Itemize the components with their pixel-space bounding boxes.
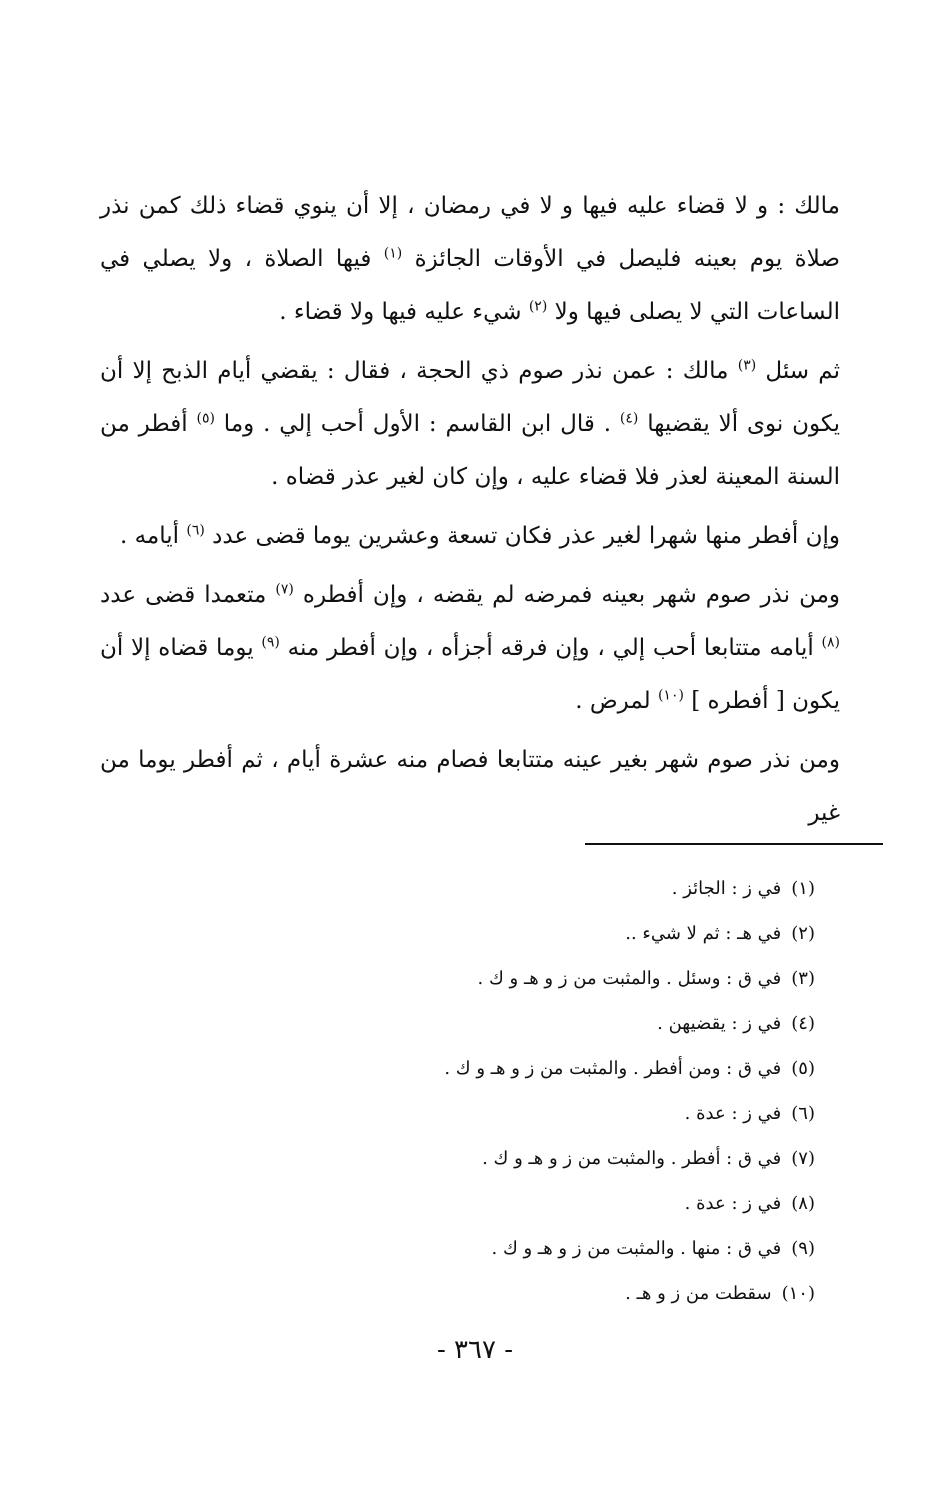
text-segment: ومن نذر صوم شهر بغير عينه متتابعا فصام منه عشرة أيام ، ثم أفطر يوما من غير bbox=[100, 747, 840, 826]
footnote-reference: (٧) bbox=[275, 581, 294, 598]
footnote-item bbox=[315, 1136, 815, 1181]
footnote-item bbox=[315, 866, 815, 911]
footnote-text: في هـ : ثم لا شيء .. bbox=[625, 923, 782, 944]
footnote-reference: (١) bbox=[383, 245, 403, 262]
footnote-item bbox=[315, 1091, 815, 1136]
footnote-reference: (٣) bbox=[737, 357, 757, 374]
paragraph bbox=[100, 510, 840, 563]
footnote-text: في ز : عدة . bbox=[684, 1103, 782, 1124]
footnote-text: في ق : ومن أفطر . والمثبت من ز و هـ و ك . bbox=[444, 1058, 782, 1079]
text-segment: أفطر من السنة المعينة لعذر فلا قضاء عليه ، وإن كان لغير عذر قضاه . bbox=[100, 411, 840, 490]
footnote-item bbox=[315, 1001, 815, 1046]
paragraph bbox=[100, 180, 840, 339]
footnote-number: (٣) bbox=[791, 968, 815, 989]
footnote-number: (٢) bbox=[791, 923, 815, 944]
footnote-reference: (٢) bbox=[528, 298, 548, 315]
text-segment: وإن أفطر منها شهرا لغير عذر فكان تسعة وعشرين يوما قضى عدد bbox=[204, 523, 840, 549]
footnote-reference: (٥) bbox=[196, 410, 215, 427]
footnote-text: في ق : أفطر . والمثبت من ز و هـ و ك . bbox=[482, 1148, 782, 1169]
text-segment: يوما قضاه إلا أن يكون [ أفطره ] bbox=[100, 635, 840, 714]
footnote-reference: (٨) bbox=[821, 634, 840, 651]
paragraph bbox=[100, 734, 840, 840]
footnote-number: (١) bbox=[791, 878, 815, 899]
footnote-reference: (٦) bbox=[186, 522, 205, 539]
footnote-text: في ق : وسئل . والمثبت من ز و هـ و ك . bbox=[477, 968, 782, 989]
footnote-number: (٦) bbox=[791, 1103, 815, 1124]
paragraph bbox=[100, 345, 840, 504]
text-segment: ومن نذر صوم شهر بعينه فمرضه لم يقضه ، وإن أفطره bbox=[293, 582, 840, 608]
footnote-reference: (١٠) bbox=[657, 687, 684, 704]
footnote-item bbox=[315, 956, 815, 1001]
text-segment: فيها الصلاة ، ولا يصلي في الساعات التي لا يصلى فيها ولا bbox=[100, 246, 840, 325]
footnote-number: (٨) bbox=[791, 1193, 815, 1214]
text-segment: شيء عليه فيها ولا قضاء . bbox=[279, 299, 529, 325]
footnote-number: (٩) bbox=[791, 1238, 815, 1259]
text-segment: متعمدا قضى عدد bbox=[100, 582, 276, 608]
text-segment: مالك : و لا قضاء عليه فيها و لا في رمضان ، إلا أن ينوي قضاء ذلك كمن نذر صلاة يوم بعينه فليصل في الأوقات الجائزة bbox=[100, 193, 840, 272]
paragraph bbox=[100, 569, 840, 728]
footnote-number: (٤) bbox=[791, 1013, 815, 1034]
footnote-number: (٧) bbox=[791, 1148, 815, 1169]
footnote-item bbox=[315, 1046, 815, 1091]
text-segment: أيامه . bbox=[119, 523, 187, 549]
page-number: - ٣٦٧ - bbox=[436, 1335, 514, 1365]
text-segment: ثم سئل bbox=[756, 358, 841, 384]
text-segment: أيامه متتابعا أحب إلي ، وإن فرقه أجزأه ، وإن أفطر منه bbox=[279, 635, 822, 661]
footnote-text: سقطت من ز و هـ . bbox=[625, 1283, 772, 1304]
text-segment: . قال ابن القاسم : الأول أحب إلي . وما bbox=[214, 411, 620, 437]
footnotes-list bbox=[315, 866, 815, 1316]
footnote-number: (٥) bbox=[791, 1058, 815, 1079]
footnote-separator bbox=[585, 843, 883, 845]
footnote-item bbox=[315, 911, 815, 956]
footnote-text: في ز : عدة . bbox=[684, 1193, 782, 1214]
footnote-item bbox=[315, 1271, 815, 1316]
text-segment: مالك : عمن نذر صوم ذي الحجة ، فقال : يقضي أيام الذبح إلا أن يكون نوى ألا يقضيها bbox=[100, 358, 840, 437]
footnote-text: في ز : الجائز . bbox=[671, 878, 782, 899]
footnote-reference: (٩) bbox=[261, 634, 280, 651]
text-segment: لمرض . bbox=[575, 688, 658, 714]
footnote-number: (١٠) bbox=[781, 1283, 815, 1304]
footnote-item bbox=[315, 1226, 815, 1271]
footnote-item bbox=[315, 1181, 815, 1226]
footnote-reference: (٤) bbox=[619, 410, 639, 427]
footnote-text: في ز : يقضيهن . bbox=[657, 1013, 782, 1034]
footnote-text: في ق : منها . والمثبت من ز و هـ و ك . bbox=[491, 1238, 782, 1259]
main-text bbox=[100, 180, 840, 846]
